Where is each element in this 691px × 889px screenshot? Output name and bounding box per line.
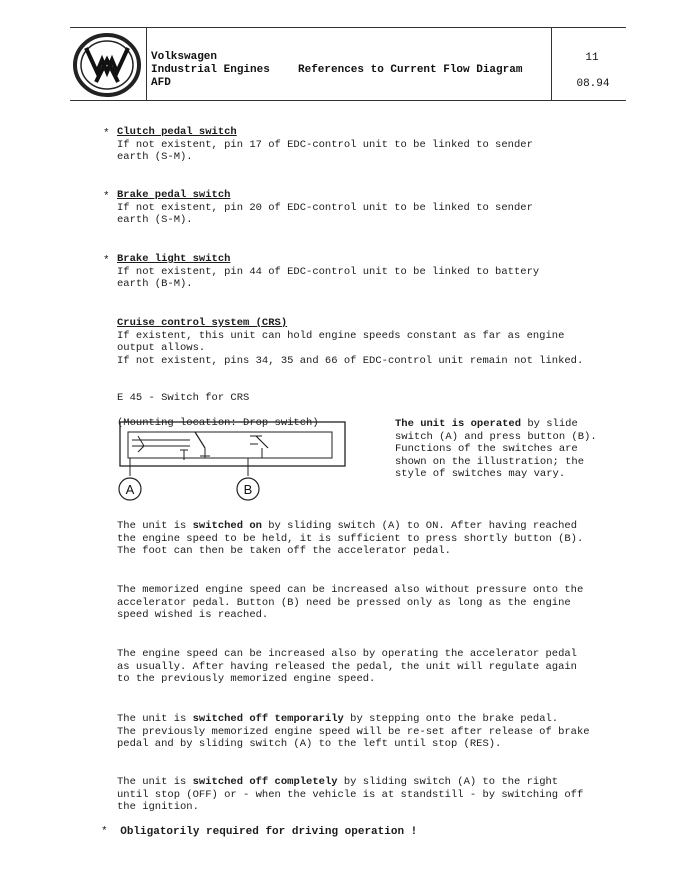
diagram-label-a: A (125, 482, 135, 497)
paragraph-line (117, 584, 627, 597)
volkswagen-logo-icon (72, 32, 142, 98)
section-line: If existent, this unit can hold engine speeds constant as far as engine (117, 329, 565, 342)
required-marker: * (103, 255, 110, 267)
paragraph (117, 713, 627, 751)
section-line: earth (S-M). (117, 214, 193, 226)
paragraph-text: by sliding switch (A) to the right (337, 776, 559, 788)
required-marker: * (103, 128, 110, 140)
section-line: If not existent, pin 17 of EDC-control unit to be linked to sender (117, 138, 533, 151)
paragraph-line (117, 713, 627, 726)
switch-label-line: (Mounting location: Drop switch) (117, 416, 319, 429)
paragraph-line (117, 673, 627, 686)
paragraph-line (117, 648, 627, 661)
paragraph-text: as usually. After having released the pedal, the unit will regulate again (117, 660, 577, 673)
paragraph-text: pedal and by sliding switch (A) to the left until stop (RES). (117, 738, 502, 750)
paragraph-text: by stepping onto the brake pedal. (343, 713, 559, 725)
footnote-marker: * (101, 826, 108, 838)
paragraph-line (117, 597, 627, 610)
section-line: If not existent, pins 34, 35 and 66 of EDC-control unit remain not linked. (117, 354, 584, 367)
header-divider-right (551, 27, 552, 100)
section-heading: Brake light switch (117, 253, 231, 265)
paragraph-text: The foot can then be taken off the accelerator pedal. (117, 545, 451, 557)
required-marker: * (103, 191, 110, 203)
paragraph-text: The unit is (117, 713, 193, 725)
paragraph-text: the ignition. (117, 801, 199, 813)
diagram-caption (395, 418, 625, 481)
section (117, 317, 617, 367)
caption-line: shown on the illustration; the (395, 455, 585, 468)
paragraph (117, 520, 627, 558)
paragraph-text: until stop (OFF) or - when the vehicle is at standstill - by switching off (117, 788, 584, 801)
section-line: earth (B-M). (117, 278, 193, 290)
header-top-rule (70, 27, 626, 28)
paragraph-line (117, 789, 627, 802)
section-line: output allows. (117, 342, 206, 354)
paragraph (117, 648, 627, 686)
footnote (101, 826, 417, 839)
paragraph-text: to the previously memorized engine speed. (117, 673, 376, 685)
paragraph-text: The memorized engine speed can be increased also without pressure onto the (117, 584, 584, 596)
section-line: earth (S-M). (117, 151, 193, 163)
paragraph-text: The engine speed can be increased also by operating the accelerator pedal (117, 648, 577, 660)
paragraph-line (117, 533, 627, 546)
section-heading: Cruise control system (CRS) (117, 317, 288, 329)
section-line: If not existent, pin 44 of EDC-control unit to be linked to battery (117, 265, 540, 278)
caption-line: switch (A) and press button (B). (395, 430, 597, 443)
emphasis-text: switched on (192, 520, 262, 532)
paragraph-text: The unit is (117, 776, 193, 788)
paragraph-text: the engine speed to be held, it is sufficient to press shortly button (B). (117, 532, 584, 545)
paragraph (117, 776, 627, 814)
header-title: References to Current Flow Diagram (298, 64, 523, 76)
paragraph-line (117, 726, 627, 739)
section-heading: Brake pedal switch (117, 189, 231, 201)
diagram-label-b: B (243, 482, 253, 497)
footnote-text: Obligatorily required for driving operation ! (120, 826, 418, 838)
header-company: Volkswagen (151, 51, 218, 63)
header-bottom-rule (70, 100, 626, 101)
section-line: If not existent, pin 20 of EDC-control unit to be linked to sender (117, 201, 533, 214)
section (103, 253, 617, 291)
paragraph-line (117, 661, 627, 674)
emphasis-text: switched off completely (192, 776, 338, 788)
header-date: 08.94 (576, 78, 610, 90)
header-divider-left (146, 27, 147, 100)
paragraph-line (117, 738, 627, 751)
paragraph-line (117, 801, 627, 814)
paragraph-text: accelerator pedal. Button (B) need be pressed only as long as the engine (117, 596, 571, 609)
crs-switch-diagram (110, 418, 355, 508)
paragraph-line (117, 520, 627, 533)
paragraph (117, 584, 627, 622)
header-division: Industrial Engines (151, 64, 270, 76)
paragraph-line (117, 545, 627, 558)
header-code: AFD (151, 77, 171, 89)
section (103, 126, 617, 164)
caption-line: style of switches may vary. (395, 468, 566, 480)
switch-label-line: E 45 - Switch for CRS (117, 391, 250, 404)
paragraph-text: speed wished is reached. (117, 609, 269, 621)
paragraph-line (117, 609, 627, 622)
paragraph-text: by sliding switch (A) to ON. After having reached (261, 520, 577, 532)
caption-line: Functions of the switches are (395, 443, 578, 455)
paragraph-text: The previously memorized engine speed will be re-set after release of brake (117, 725, 590, 738)
section (103, 189, 617, 227)
section-heading: Clutch pedal switch (117, 126, 237, 138)
paragraph-line (117, 776, 627, 789)
paragraph-text: The unit is (117, 520, 193, 532)
header-page-number: 11 (585, 52, 599, 64)
caption-lead: The unit is operated (395, 418, 522, 430)
emphasis-text: switched off temporarily (192, 713, 344, 725)
caption-line: by slide (521, 418, 578, 430)
